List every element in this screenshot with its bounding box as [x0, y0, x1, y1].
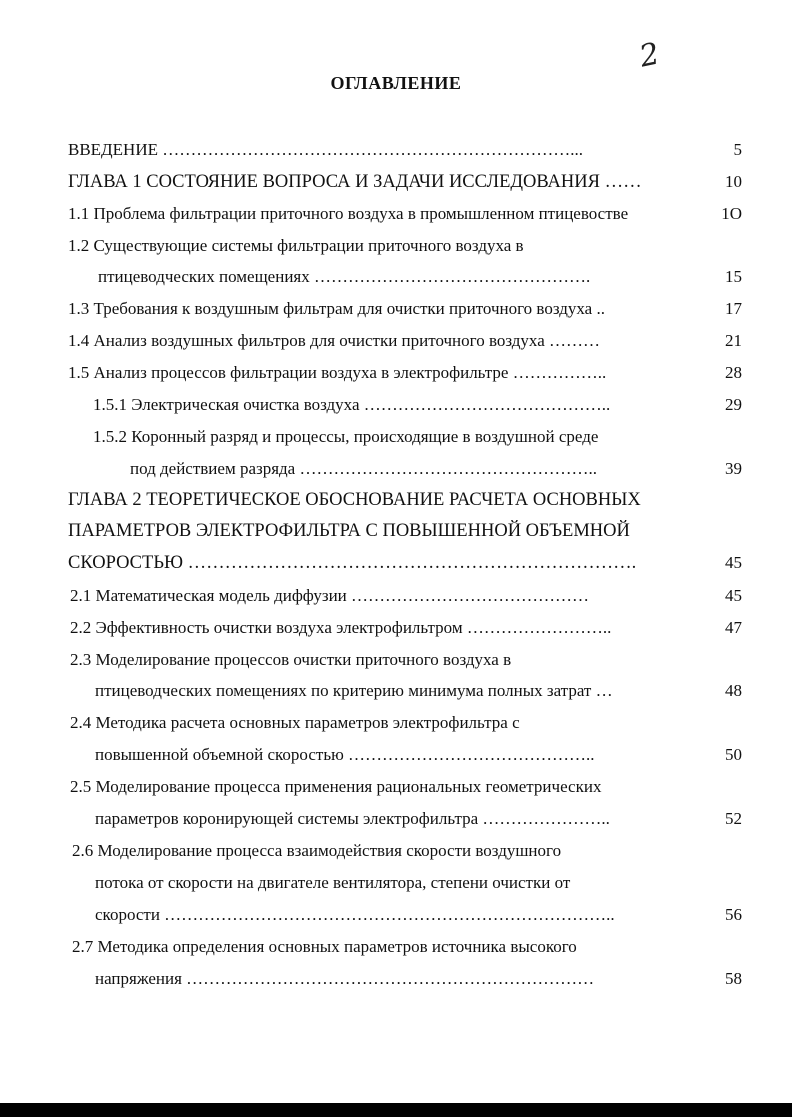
toc-entry-2-4: 2.4 Методика расчета основных параметров электрофильтра с [70, 713, 520, 732]
toc-page-number: 47 [725, 618, 742, 637]
toc-entry-2-3: 2.3 Моделирование процессов очистки приточного воздуха в [70, 650, 512, 669]
toc-entry-1-3: 1.3 Требования к воздушным фильтрам для очистки приточного воздуха .. [68, 299, 605, 318]
toc-page-number: 58 [725, 969, 742, 988]
toc-entry-2-6-end: скорости …………………………………………………………………….. [95, 905, 615, 924]
toc-entry-1-2: 1.2 Существующие системы фильтрации приточного воздуха в [68, 236, 524, 255]
toc-entry-1-1: 1.1 Проблема фильтрации приточного воздуха в промышленном птицевостве [68, 204, 629, 223]
toc-entry-1-5-2: 1.5.2 Коронный разряд и процессы, происходящие в воздушной среде [93, 427, 599, 446]
toc-page-number: 48 [725, 681, 742, 700]
toc-entry-chapter-2: ГЛАВА 2 ТЕОРЕТИЧЕСКОЕ ОБОСНОВАНИЕ РАСЧЕТА ОСНОВНЫХ [68, 490, 641, 510]
toc-entry-2-7: 2.7 Методика определения основных параметров источника высокого [72, 937, 577, 956]
toc-entry-2-6: 2.6 Моделирование процесса взаимодействия скорости воздушного [72, 841, 562, 860]
toc-entry-1-5-1: 1.5.1 Электрическая очистка воздуха …………………………………….. [93, 395, 611, 414]
toc-entry-1-5-2-cont: под действием разряда …………………………………………….. [130, 459, 597, 478]
toc-page-number: 50 [725, 745, 742, 764]
toc-page-number: 56 [725, 905, 742, 924]
toc-entry-chapter-2-cont: ПАРАМЕТРОВ ЭЛЕКТРОФИЛЬТРА С ПОВЫШЕННОЙ ОБЪЕМНОЙ [68, 521, 630, 541]
toc-page-number: 45 [725, 586, 742, 605]
toc-entry-1-5: 1.5 Анализ процессов фильтрации воздуха в электрофильтре …………….. [68, 363, 607, 382]
page-title: ОГЛАВЛЕНИЕ [330, 73, 462, 93]
toc-entry-2-5: 2.5 Моделирование процесса применения рациональных геометрических [70, 777, 602, 796]
scan-border-bottom [0, 1103, 792, 1117]
toc-page-number: 28 [725, 363, 742, 382]
toc-page-number: 29 [725, 395, 742, 414]
toc-page-number: 1О [721, 204, 742, 223]
toc-page-number: 45 [725, 553, 742, 572]
toc-entry-2-3-cont: птицеводческих помещениях по критерию минимума полных затрат … [95, 681, 613, 700]
toc-entry-2-7-cont: напряжения ……………………………………………………………… [95, 969, 595, 988]
toc-entry-introduction: ВВЕДЕНИЕ ………………………………………………………………... [68, 140, 583, 159]
toc-page-number: 15 [725, 267, 742, 286]
toc-page-number: 21 [725, 331, 742, 350]
toc-entry-2-5-cont: параметров коронирующей системы электрофильтра ………………….. [95, 809, 610, 828]
toc-page-number: 10 [725, 172, 742, 191]
toc-entry-chapter-2-end: СКОРОСТЬЮ ………………………………………………………………. [68, 553, 637, 573]
toc-entry-chapter-1: ГЛАВА 1 СОСТОЯНИЕ ВОПРОСА И ЗАДАЧИ ИССЛЕДОВАНИЯ …… [68, 172, 642, 192]
handwritten-page-number: 2 [636, 36, 663, 75]
toc-entry-1-2-cont: птицеводческих помещениях …………………………………………. [98, 267, 591, 286]
toc-entry-2-1: 2.1 Математическая модель диффузии …………………………………… [70, 586, 590, 605]
toc-entry-1-4: 1.4 Анализ воздушных фильтров для очистки приточного воздуха ……… [68, 331, 600, 350]
toc-page-number: 39 [725, 459, 742, 478]
toc-page-number: 17 [725, 299, 742, 318]
toc-page-number: 5 [733, 140, 742, 159]
toc-entry-2-2: 2.2 Эффективность очистки воздуха электрофильтром …………………….. [70, 618, 612, 637]
toc-entry-2-4-cont: повышенной объемной скоростью …………………………………….. [95, 745, 595, 764]
toc-entry-2-6-cont: потока от скорости на двигателе вентилятора, степени очистки от [95, 873, 571, 892]
toc-page-number: 52 [725, 809, 742, 828]
